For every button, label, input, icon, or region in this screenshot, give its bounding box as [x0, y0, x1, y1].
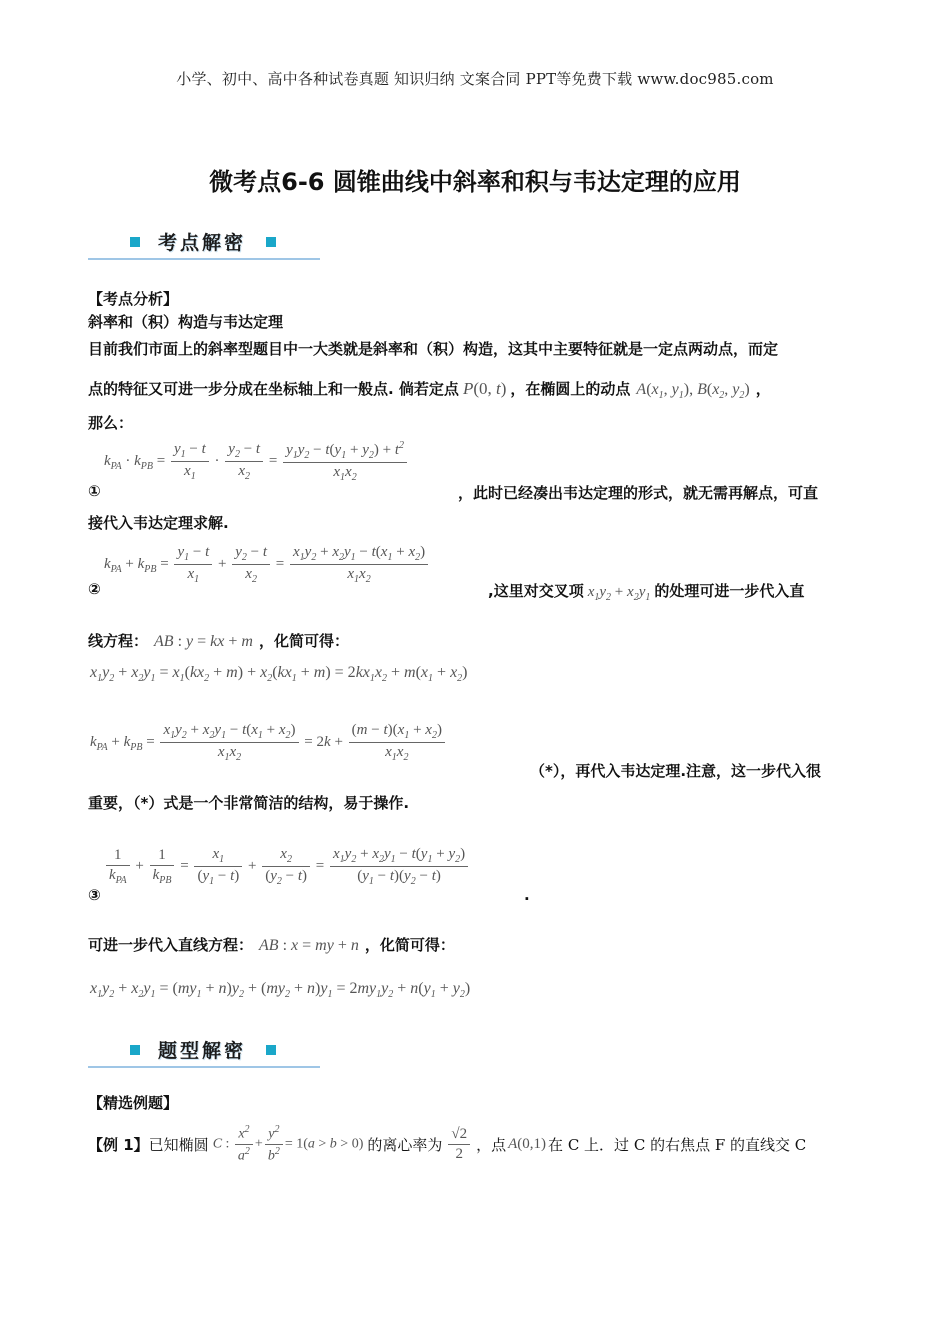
- formula-eccentricity: $\frac{√2}{2}$: [446, 1126, 472, 1163]
- paragraph-text: 的离心率为: [367, 1135, 443, 1154]
- analysis-paragraph-line3: 那么：: [88, 414, 134, 432]
- item3-line: [88, 886, 101, 904]
- paragraph-text: ，: [755, 380, 771, 398]
- page-title: 微考点6-6 圆锥曲线中斜率和积与韦达定理的应用: [209, 168, 741, 196]
- formula-sum: $k_{PA} + k_{PB}$ = $\frac{y_1 - t}{x_1}$ + $\frac{y_2 - t}{x_2}$ = $\frac{x_1y_2 + x_2y_1 - t(x_1 + x_2)}{x_1x_2}$: [104, 544, 430, 585]
- formula-star: $k_{PA} + k_{PB}$ = $\frac{x_1y_2 + x_2y_1 - t(x_1 + x_2)}{x_1x_2}$ = 2k + $\frac{(m - t)(x_1 + x_2)}{x_1x_2}$: [90, 722, 447, 763]
- analysis-heading: 【考点分析】: [88, 290, 179, 308]
- item3-line2: [88, 934, 455, 955]
- star-text2: 重要，（*）式是一个非常简洁的结构，易于操作.: [88, 794, 410, 812]
- formula-ellipse: C : $\frac{x^2}{a^2}$ + $\frac{y^2}{b^2}$ = 1(a > b > 0): [212, 1124, 364, 1164]
- paragraph-text: 的处理可进一步代入直: [654, 582, 805, 600]
- formula-expand-2: $x_1y_2 + x_2y_1 = (my_1 + n)y_2 + (my_2 + n)y_1 = 2my_1y_2 + n(y_1 + y_2)$: [90, 980, 471, 1001]
- item1-line: [88, 482, 101, 500]
- item2-text: [488, 580, 804, 603]
- item2-line: [88, 580, 101, 598]
- square-icon: [130, 1045, 140, 1055]
- square-icon: [266, 1045, 276, 1055]
- paragraph-text: ，化简可得：: [364, 936, 455, 954]
- paragraph-text: 已知椭圆: [148, 1135, 209, 1154]
- item-number: ③: [88, 886, 101, 904]
- formula-line-ab-2: AB : x = my + n: [259, 937, 359, 954]
- analysis-subheading: 斜率和（积）构造与韦达定理: [88, 313, 284, 331]
- item3-end: .: [524, 886, 530, 904]
- formula-product: $k_{PA} \cdot k_{PB}$ = $\frac{y_1 - t}{x_1}$ · $\frac{y_2 - t}{x_2}$ = $\frac{y_1y_2 - t(y_1 + y_2) + t^2}{x_1x_2}$: [104, 440, 409, 483]
- section-title: 考点解密: [158, 232, 247, 254]
- section-title: 题型解密: [158, 1040, 247, 1062]
- formula-cross-term: $x_1y_2 + x_2y_1$: [587, 584, 651, 603]
- paragraph-text: ，化简可得：: [258, 632, 349, 650]
- section-banner-tixing: [88, 1036, 320, 1068]
- section-banner-kaodian: [88, 228, 320, 260]
- analysis-paragraph-line2: [88, 378, 771, 401]
- paragraph-text: 线方程：: [88, 632, 149, 650]
- examples-heading: 【精选例题】: [88, 1094, 179, 1112]
- paragraph-text: ，点: [476, 1135, 507, 1154]
- paragraph-text: 可进一步代入直线方程：: [88, 936, 254, 954]
- item2-line2: [88, 630, 349, 651]
- square-icon: [130, 237, 140, 247]
- formula-point-p: P(0, t): [462, 379, 507, 398]
- example-label: 【例 1】: [88, 1135, 149, 1154]
- formula-point-a: A(0,1): [508, 1135, 547, 1152]
- formula-reciprocal: $\frac{1}{k_{PA}}$ + $\frac{1}{k_{PB}}$ = $\frac{x_1}{(y_1 - t)}$ + $\frac{x_2}{(y_2 - t)}$ = $\frac{x_1y_2 + x_2y_1 - t(y_1 + y_2)}{(y_1 - t)(y_2 - t)}$: [104, 846, 470, 887]
- item-number: ②: [88, 580, 101, 598]
- paragraph-text: ，在椭圆上的动点: [510, 380, 631, 398]
- example-1-line: [88, 1124, 806, 1164]
- formula-line-ab-1: AB : y = kx + m: [154, 633, 253, 650]
- paragraph-text: ,这里对交叉项: [488, 582, 584, 600]
- square-icon: [266, 237, 276, 247]
- formula-expand-1: $x_1y_2 + x_2y_1 = x_1(kx_2 + m) + x_2(kx_1 + m) = 2kx_1x_2 + m(x_1 + x_2)$: [90, 664, 468, 685]
- analysis-paragraph-line1: 目前我们市面上的斜率型题目中一大类就是斜率和（积）构造，这其中主要特征就是一定点两动点，而定: [88, 340, 779, 358]
- item1-text: ，此时已经凑出韦达定理的形式，就无需再解点，可直: [458, 484, 819, 502]
- item-number: ①: [88, 482, 101, 500]
- section-rule: [88, 258, 320, 260]
- star-text: （*），再代入韦达定理.注意，这一步代入很: [530, 762, 822, 780]
- paragraph-text: 在 C 上．过 C 的右焦点 F 的直线交 C: [548, 1135, 807, 1154]
- formula-points-ab: $A(x_1$, $y_1$), $B(x_2$, $y_2$): [636, 381, 750, 402]
- page-header: 小学、初中、高中各种试卷真题 知识归纳 文案合同 PPT等免费下载 www.doc985.com: [176, 70, 774, 88]
- section-rule: [88, 1066, 320, 1068]
- item1-text2: 接代入韦达定理求解.: [88, 514, 229, 532]
- paragraph-text: 点的特征又可进一步分成在坐标轴上和一般点. 倘若定点: [88, 380, 459, 398]
